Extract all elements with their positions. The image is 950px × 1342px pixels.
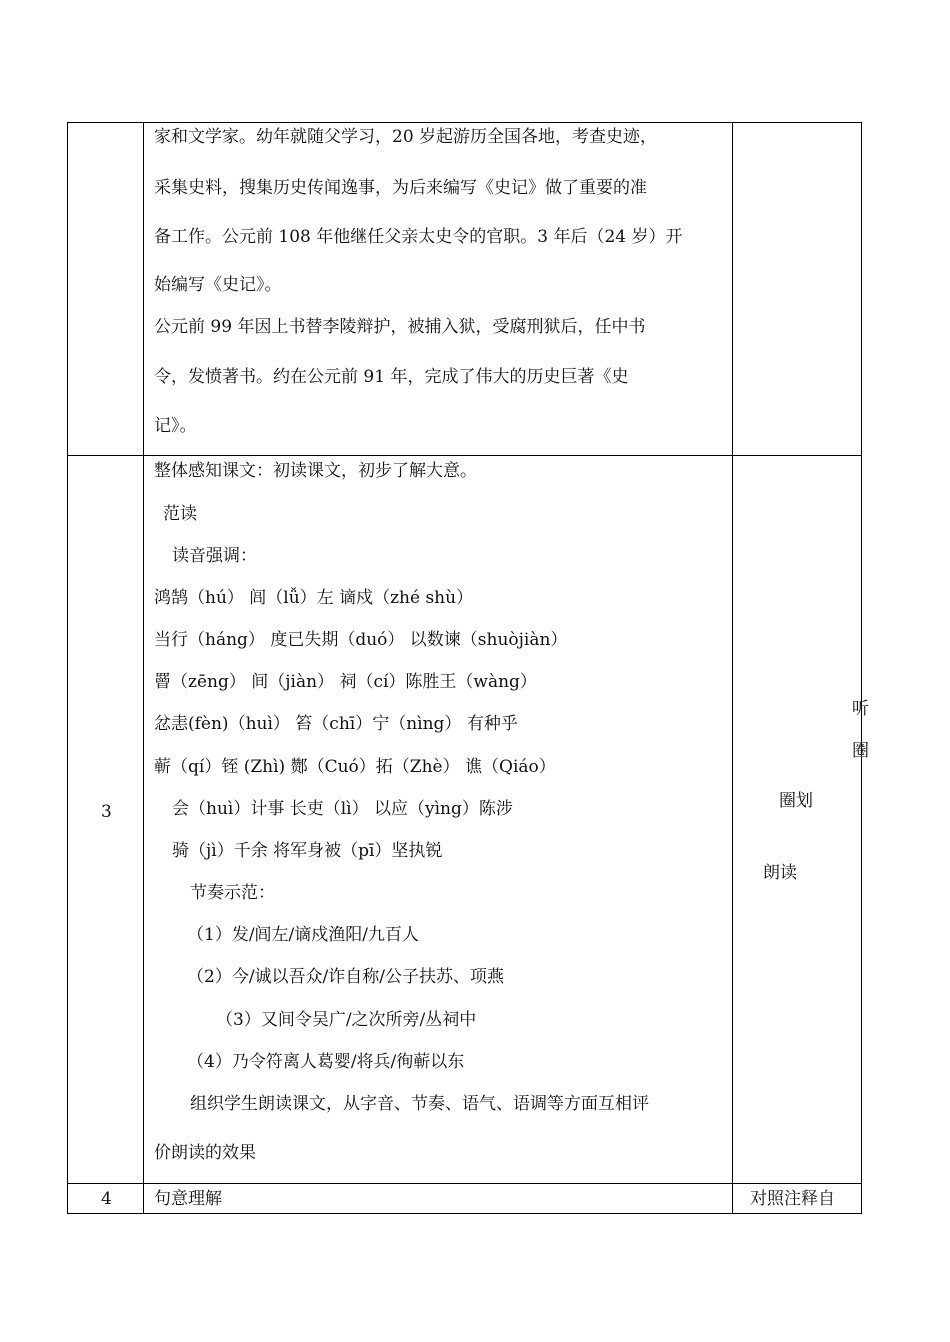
biography-line: 采集史料，搜集历史传闻逸事，为后来编写《史记》做了重要的准 — [154, 178, 647, 198]
biography-line: 公元前 99 年因上书替李陵辩护，被捕入狱，受腐刑狱后，任中书 — [154, 317, 646, 337]
rhythm-line: （4）乃令符离人葛婴/将兵/徇蕲以东 — [187, 1052, 465, 1072]
table-top-border — [67, 122, 862, 123]
pronunciation-line: 罾（zēng） 间（jiàn） 祠（cí）陈胜王（wàng） — [154, 672, 537, 692]
biography-line: 备工作。公元前 108 年他继任父亲太史令的官职。3 年后（24 岁）开 — [154, 227, 683, 247]
biography-line: 令，发愤著书。约在公元前 91 年，完成了伟大的历史巨著《史 — [154, 367, 629, 387]
lesson-line: 价朗读的效果 — [154, 1143, 256, 1163]
lesson-line: 读音强调： — [172, 546, 257, 566]
table-row-divider-2 — [67, 1183, 862, 1184]
step-number: 3 — [101, 802, 112, 822]
table-column-divider-1 — [143, 122, 144, 1214]
pronunciation-line: 当行（háng） 度已失期（duó） 以数谏（shuòjiàn） — [154, 630, 568, 650]
pronunciation-line: 鸿鹄（hú） 闾（lǚ）左 谪戍（zhé shù） — [154, 588, 474, 608]
rhythm-line: （3）又间令吴广/之次所旁/丛祠中 — [216, 1010, 477, 1030]
biography-line: 始编写《史记》。 — [154, 275, 282, 295]
margin-text: 圈 — [852, 741, 869, 761]
lesson-line: 句意理解 — [154, 1189, 222, 1209]
table-column-divider-2 — [732, 122, 733, 1214]
pronunciation-line: 蕲（qí）铚 (Zhì) 酂（Cuó）拓（Zhè） 谯（Qiáo） — [154, 757, 556, 777]
lesson-line: 整体感知课文：初读课文，初步了解大意。 — [154, 461, 477, 481]
activity-label: 对照注释自 — [750, 1189, 835, 1209]
biography-line: 家和文学家。幼年就随父学习，20 岁起游历全国各地，考查史迹， — [154, 127, 658, 147]
table-row-divider-1 — [67, 455, 862, 456]
biography-line: 记》。 — [154, 416, 197, 436]
pronunciation-line: 忿恚(fèn)（huì） 笞（chī）宁（nìng） 有种乎 — [154, 714, 518, 734]
lesson-line: 范读 — [163, 504, 197, 524]
lesson-line: 节奏示范： — [190, 883, 275, 903]
activity-label: 朗读 — [763, 863, 797, 883]
rhythm-line: （2）今/诚以吾众/诈自称/公子扶苏、项燕 — [187, 967, 504, 987]
pronunciation-line: 骑（jì）千余 将军身被（pī）坚执锐 — [172, 841, 443, 861]
lesson-line: 组织学生朗读课文，从字音、节奏、语气、语调等方面互相评 — [190, 1094, 649, 1114]
activity-label: 圈划 — [779, 791, 813, 811]
margin-text: 听 — [852, 699, 869, 719]
table-right-border — [861, 122, 862, 1214]
table-bottom-border — [67, 1213, 862, 1214]
table-left-border — [67, 122, 68, 1214]
step-number: 4 — [101, 1189, 112, 1209]
rhythm-line: （1）发/闾左/谪戍渔阳/九百人 — [187, 925, 419, 945]
pronunciation-line: 会（huì）计事 长吏（lì） 以应（yìng）陈涉 — [172, 799, 513, 819]
